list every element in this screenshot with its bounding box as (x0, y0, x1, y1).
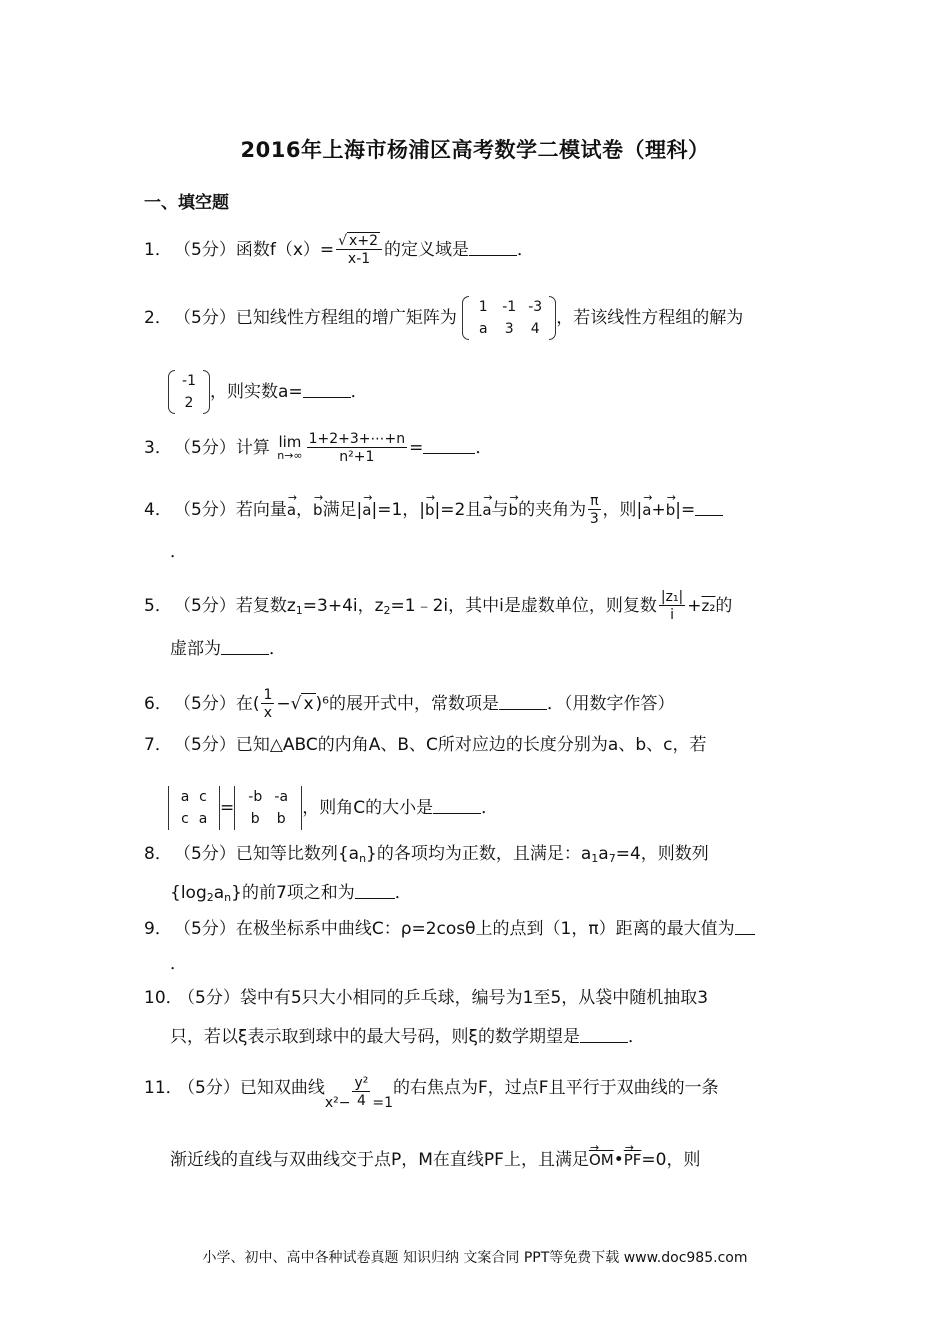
answer-blank (221, 640, 269, 655)
fraction: $\frac{1+2+3+\cdots+n}{\text{n²+1}}$ (308, 431, 406, 465)
answer-blank (735, 920, 755, 935)
document-title: 2016年上海市杨浦区高考数学二模试卷（理科） (240, 138, 710, 162)
fraction: $\frac{\text{y²}}{4}$ (354, 1075, 369, 1109)
question-8-cont: $\{\log_2a_n\}$的前7项之和为 ． (170, 883, 412, 904)
answer-blank (423, 439, 475, 454)
question-5-cont: 虚部为 ． (170, 639, 286, 659)
question-2: 2． （5分）已知线性方程组的增广矩阵为 1 -1 -3 a 3 4 ，若该线性方程组的解为 (144, 296, 808, 340)
fraction: $\frac{√ x+2}{x-1}$ (336, 234, 382, 266)
augmented-matrix: 1 -1 -3 a 3 4 (462, 296, 556, 340)
question-1: 1． （5分）函数f（x）= $\frac{√ x+2}{x-1}$ 的定义域是 ． (144, 233, 534, 267)
question-11-cont: 渐近线的直线与双曲线交于点P，M在直线PF上，且满足$\overline{OM}$ $\to•\overline{PF} \to=0$，则 (170, 1152, 808, 1169)
question-number: 1． (144, 240, 172, 260)
determinant-right: -b -a b b (234, 786, 302, 830)
solution-vector: -1 2 (168, 370, 210, 414)
determinant-left: a c c a (168, 786, 220, 830)
fraction: $\frac{\text{|z₁|}}{i}$ (660, 589, 684, 623)
question-3: 3． （5分）计算 lim n→∞ $\frac{1+2+3+\cdots+n}{\text{n²+1}}$ = ． (144, 431, 493, 465)
question-4: 4． （5分）若向量a →，b →满足|a →|=1，|b →|=2且a →与b →的夹角为 $\frac{\pi}{3}$ ，则|a →+b →|= (144, 494, 808, 526)
answer-blank (303, 383, 351, 398)
fraction: $\frac{1}{x}$ (263, 687, 273, 721)
question-6: 6． （5分）在( $\frac{1}{x}$ −√ x )⁶的展开式中，常数项是 ．（用数字作答） (144, 687, 675, 721)
question-11: 11．（5分）已知双曲线$_{x^2-}$ $\frac{\text{y²}}{4}$ $_{=1}$的右焦点为F，过点F且平行于双曲线的一条 (144, 1075, 719, 1111)
question-7: 7． （5分）已知△ABC的内角A、B、C所对应边的长度分别为a、b、c，若 (144, 735, 707, 755)
answer-blank (433, 799, 481, 814)
question-7-cont: a c c a = -b -a b b ，则角C的大小是 ． (168, 786, 808, 830)
question-10-cont: 只，若以ξ表示取到球中的最大号码，则ξ的数学期望是 ． (170, 1027, 645, 1047)
fraction: $\frac{\pi}{3}$ (589, 493, 599, 527)
answer-blank (499, 695, 547, 710)
footer-text: 小学、初中、高中各种试卷真题 知识归纳 文案合同 PPT等免费下载 www.doc985.com (202, 1250, 748, 1266)
answer-blank (355, 884, 395, 899)
question-2-cont: -1 2 ，则实数a= ． (168, 370, 808, 414)
question-5: 5． （5分）若复数$z_1=3+4i$，$z_2=1﹣2i$，其中i是虚数单位，则复数 $\frac{\text{|z₁|}}{i}$ +z₂的 (144, 589, 733, 623)
limit: lim n→∞ (277, 433, 303, 462)
question-10: 10．（5分）袋中有5只大小相同的乒乓球，编号为1至5，从袋中随机抽取3 (144, 988, 709, 1008)
section-heading: 一、填空题 (144, 193, 229, 213)
answer-blank (695, 501, 723, 516)
answer-blank (580, 1028, 628, 1043)
question-9: 9． （5分）在极坐标系中曲线C：ρ=2cosθ上的点到（1，π）距离的最大值为 (144, 920, 808, 938)
answer-blank (469, 241, 517, 256)
question-8: 8． （5分）已知等比数列$\{a_n\}$的各项均为正数，且满足：$a_1a_7=4$，则数列 (144, 844, 709, 865)
